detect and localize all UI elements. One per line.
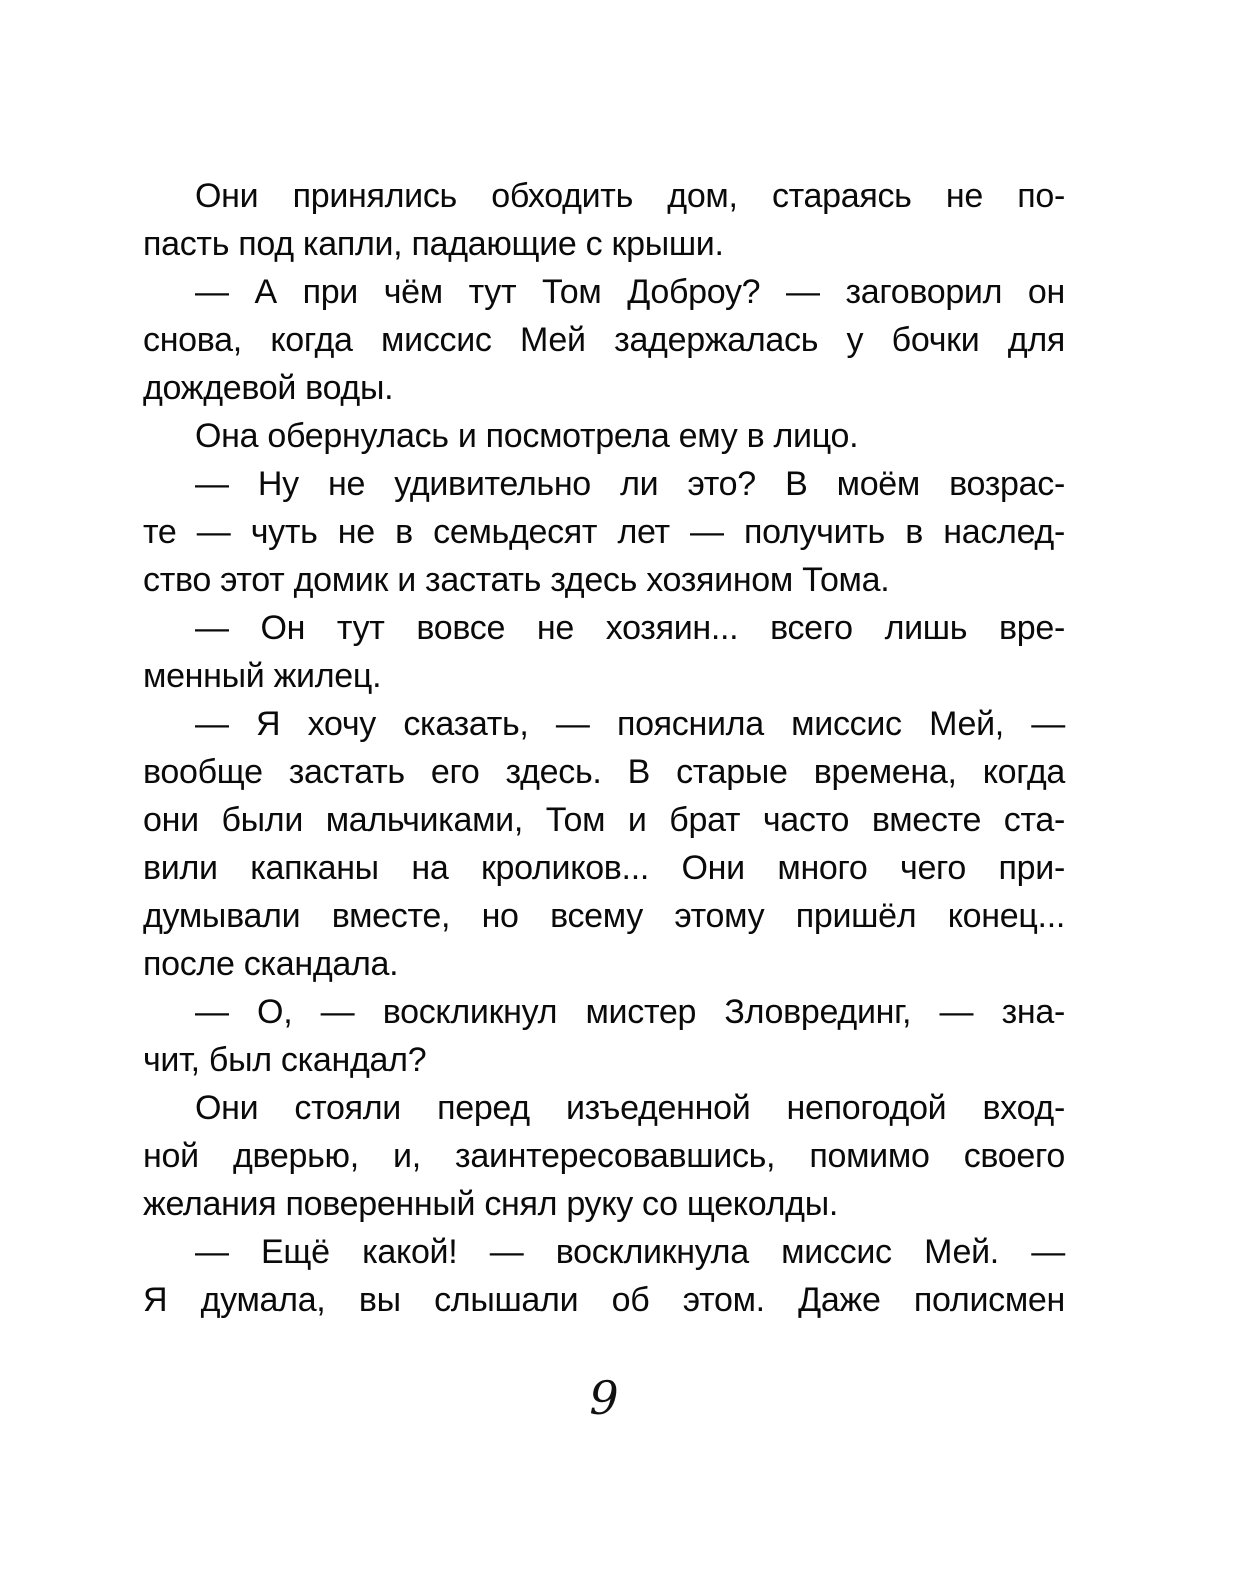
text-line: после скандала. [143,945,399,983]
text-line: вили капканы на кроликов... Они много чего при- [143,849,1065,887]
text-line: — Ещё какой! — воскликнула миссис Мей. — [195,1233,1065,1271]
text-line: пасть под капли, падающие с крыши. [143,225,724,263]
text-line: — О, — воскликнул мистер Зловрединг, — зна- [195,993,1065,1031]
page-number: 9 [589,1371,619,1425]
text-line: думывали вместе, но всему этому пришёл конец... [143,897,1065,935]
text-line: ство этот домик и застать здесь хозяином Тома. [143,561,890,599]
text-line: они были мальчиками, Том и брат часто вместе ста- [143,801,1065,839]
text-column [143,172,1065,1324]
text-line: менный жилец. [143,657,382,695]
text-line: чит, был скандал? [143,1041,427,1079]
text-line: вообще застать его здесь. В старые времена, когда [143,753,1065,791]
text-line: — Он тут вовсе не хозяин... всего лишь вре- [195,609,1065,647]
text-line: дождевой воды. [143,369,394,407]
text-line: те — чуть не в семьдесят лет — получить в наслед- [143,513,1065,551]
text-line: — Ну не удивительно ли это? В моём возрас- [195,465,1065,503]
text-line: ной дверью, и, заинтересовавшись, помимо своего [143,1137,1065,1175]
text-line: снова, когда миссис Мей задержалась у бочки для [143,321,1065,359]
text-line: желания поверенный снял руку со щеколды. [143,1185,838,1223]
text-line: — Я хочу сказать, — пояснила миссис Мей, — [195,705,1065,743]
text-line: — А при чём тут Том Доброу? — заговорил он [195,273,1065,311]
text-line: Она обернулась и посмотрела ему в лицо. [195,417,859,455]
text-line: Они принялись обходить дом, стараясь не по- [195,177,1065,215]
text-line: Я думала, вы слышали об этом. Даже полисмен [143,1281,1065,1319]
text-line: Они стояли перед изъеденной непогодой вход- [195,1089,1065,1127]
